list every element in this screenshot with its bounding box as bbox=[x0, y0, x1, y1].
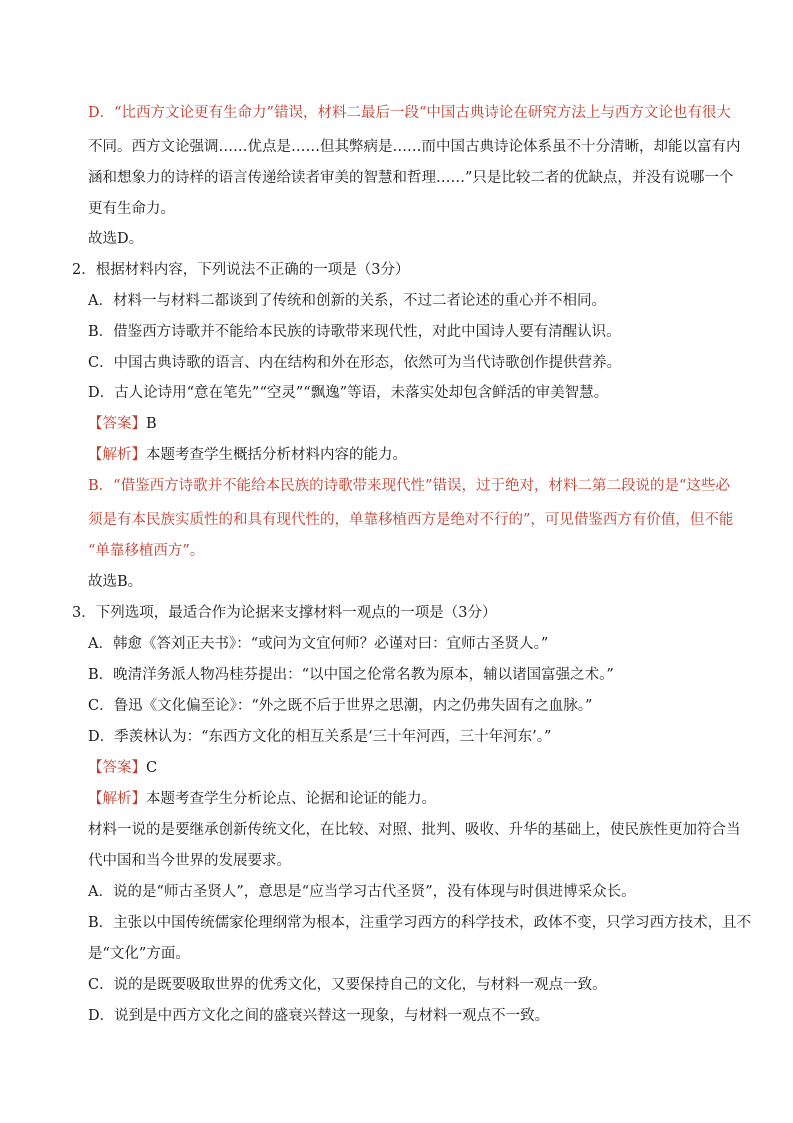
q2-explanation-line-1: B．“借鉴西方诗歌并不能给本民族的诗歌带来现代性”错误，过于绝对，材料二第二段说的是“这些必 bbox=[88, 478, 730, 494]
q1-choose-text: 故选D。 bbox=[88, 231, 144, 247]
q2-choose-text: 故选B。 bbox=[88, 574, 143, 590]
q3-option-a: A．韩愈《答刘正夫书》：“或问为文宜何师？必谨对曰：宜师古圣贤人。” bbox=[88, 636, 549, 652]
q3-answer-tag: 【答案】 bbox=[88, 760, 146, 776]
q3-explanation-b-line-1: B．主张以中国传统儒家伦理纲常为根本，注重学习西方的科学技术，政体不变，只学习西方技术，且不 bbox=[88, 915, 752, 931]
q3-material-line-1: 材料一说的是要继承创新传统文化，在比较、对照、批判、吸收、升华的基础上，使民族性更加符合当 bbox=[88, 822, 741, 838]
q2-option-a: A．材料一与材料二都谈到了传统和创新的关系，不过二者论述的重心并不相同。 bbox=[88, 293, 606, 309]
q2-answer bbox=[88, 414, 157, 434]
q1-d-explanation-line-3: 涵和想象力的诗样的语言传递给读者审美的智慧和哲理……”只是比较二者的优缺点，并没有说哪一个 bbox=[88, 170, 734, 186]
q3-answer bbox=[88, 758, 157, 778]
q3-material-line-2: 代中国和当今世界的发展要求。 bbox=[88, 853, 291, 869]
q3-analysis-tag: 【解析】 bbox=[88, 791, 146, 807]
q3-answer-value: C bbox=[146, 760, 158, 776]
q3-analysis-text: 本题考查学生分析论点、论据和论证的能力。 bbox=[146, 791, 436, 807]
q2-stem: 2．根据材料内容，下列说法不正确的一项是（3分） bbox=[72, 262, 410, 278]
q3-explanation-a: A．说的是“师古圣贤人”，意思是“应当学习古代圣贤”，没有体现与时俱进博采众长。 bbox=[88, 884, 636, 900]
q2-answer-tag: 【答案】 bbox=[88, 416, 146, 432]
q3-explanation-c: C．说的是既要吸取世界的优秀文化，又要保持自己的文化，与材料一观点一致。 bbox=[88, 977, 607, 993]
q3-stem: 3．下列选项，最适合作为论据来支撑材料一观点的一项是（3分） bbox=[72, 605, 497, 621]
q2-explanation-line-3: “单靠移植西方”。 bbox=[88, 543, 205, 559]
q1-d-explanation-line-2: 不同。西方文论强调……优点是……但其弊病是……而中国古典诗论体系虽不十分清晰，却能以富有内 bbox=[88, 139, 741, 155]
q2-option-b: B．借鉴西方诗歌并不能给本民族的诗歌带来现代性，对此中国诗人要有清醒认识。 bbox=[88, 324, 621, 340]
q2-answer-value: B bbox=[146, 416, 157, 432]
q1-d-explanation-line-4: 更有生命力。 bbox=[88, 201, 175, 217]
q3-explanation-d: D．说到是中西方文化之间的盛衰兴替这一现象，与材料一观点不一致。 bbox=[88, 1008, 550, 1024]
q2-option-d: D．古人论诗用“意在笔先”“空灵”“飘逸”等语，未落实处却包含鲜活的审美智慧。 bbox=[88, 385, 609, 401]
q2-analysis-text: 本题考查学生概括分析材料内容的能力。 bbox=[146, 447, 407, 463]
q3-option-c: C．鲁迅《文化偏至论》：“外之既不后于世界之思潮，内之仍弗失固有之血脉。” bbox=[88, 698, 593, 714]
q2-option-c: C．中国古典诗歌的语言、内在结构和外在形态，依然可为当代诗歌创作提供营养。 bbox=[88, 355, 622, 371]
q3-analysis bbox=[88, 789, 436, 809]
q2-explanation-line-2: 须是有本民族实质性的和具有现代性的，单靠移植西方是绝对不行的”，可见借鉴西方有价值，但不能 bbox=[88, 512, 734, 528]
q3-option-b: B．晚清洋务派人物冯桂芬提出：“以中国之伦常名教为原本，辅以诸国富强之术。” bbox=[88, 667, 614, 683]
q2-analysis bbox=[88, 445, 407, 465]
q3-option-d: D．季羡林认为：“东西方文化的相互关系是‘三十年河西，三十年河东’。” bbox=[88, 729, 552, 745]
q1-d-explanation-line-1: D．“比西方文论更有生命力”错误，材料二最后一段“中国古典诗论在研究方法上与西方文论也有很大 bbox=[88, 105, 731, 121]
q3-explanation-b-line-2: 是“文化”方面。 bbox=[88, 946, 190, 962]
q2-analysis-tag: 【解析】 bbox=[88, 447, 146, 463]
